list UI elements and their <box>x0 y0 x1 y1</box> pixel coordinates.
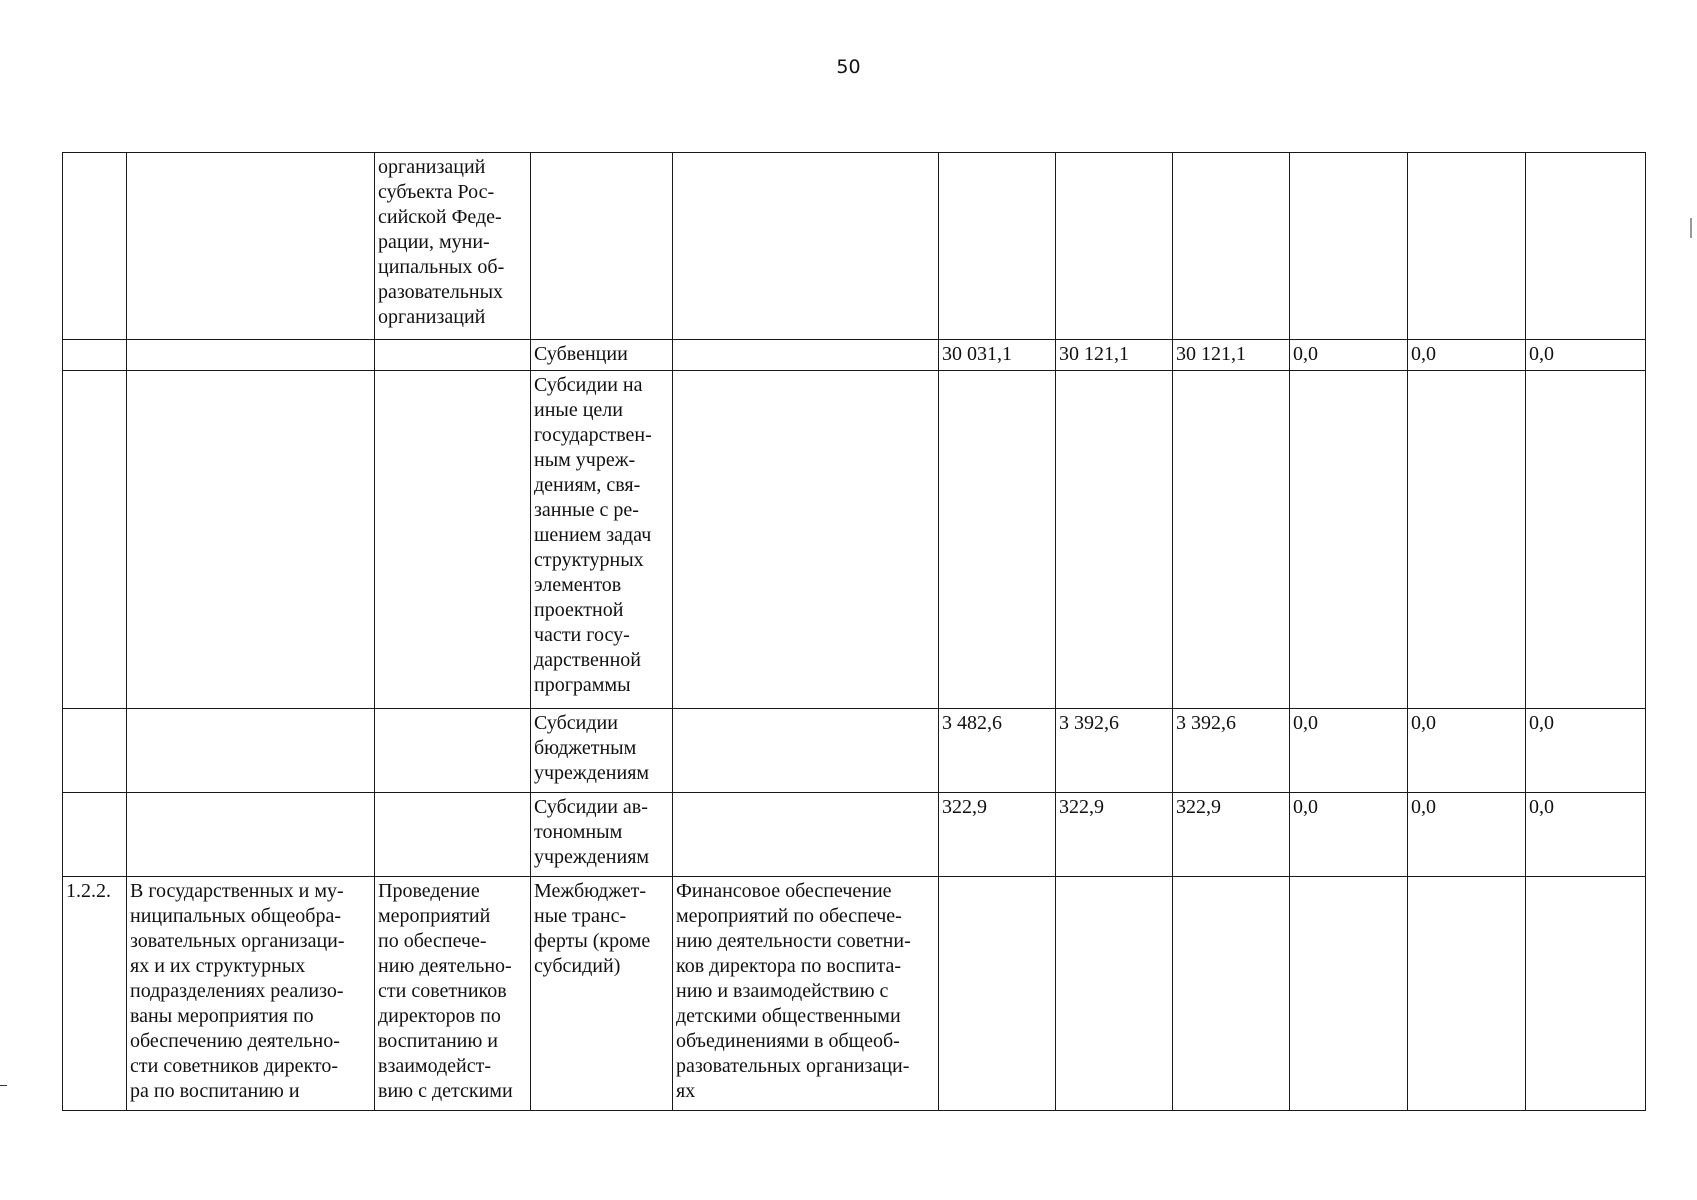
table-cell-event-name: В государственных и му- ниципальных общеобра- зовательных организаци- ях и их структурных подразделениях реализо- ваны мероприятия по обеспечению деятельно- сти советников директо- ра по воспитанию и <box>127 877 375 1111</box>
margin-mark-right <box>1690 218 1692 238</box>
table-row <box>63 709 1646 793</box>
table-cell-funding-type: Межбюджет- ные транс- ферты (кроме субсидий) <box>531 877 673 1111</box>
table-cell-row-number <box>63 793 127 877</box>
table-cell-event-name <box>127 709 375 793</box>
table-cell-value-5: 0,0 <box>1408 793 1526 877</box>
table-cell-value-5 <box>1408 153 1526 340</box>
table-cell-value-3: 3 392,6 <box>1173 709 1290 793</box>
margin-mark <box>0 1085 7 1086</box>
table-cell-value-6: 0,0 <box>1526 340 1646 371</box>
table-cell-value-3: 30 121,1 <box>1173 340 1290 371</box>
table-cell-description <box>673 340 939 371</box>
table-cell-value-3 <box>1173 371 1290 709</box>
table-cell-value-3 <box>1173 153 1290 340</box>
table-cell-event-name <box>127 340 375 371</box>
page-number: 50 <box>836 56 861 78</box>
table-cell-funding-type: Субсидии на иные цели государствен- ным учреж- дениям, свя- занные с ре- шением задач структурных элементов проектной части госу- дарственной программы <box>531 371 673 709</box>
table-cell-activity <box>375 371 531 709</box>
table-cell-value-1 <box>939 371 1056 709</box>
table-cell-description: Финансовое обеспечение мероприятий по обеспече- нию деятельности советни- ков директора по воспита- нию и взаимодействию с детскими общественными объединениями в общеоб- разовательных организаци- ях <box>673 877 939 1111</box>
table-row <box>63 371 1646 709</box>
table-cell-value-2: 30 121,1 <box>1056 340 1173 371</box>
table-cell-row-number <box>63 371 127 709</box>
table-cell-row-number <box>63 340 127 371</box>
table-row <box>63 153 1646 340</box>
table-cell-value-1 <box>939 877 1056 1111</box>
table-cell-row-number <box>63 709 127 793</box>
table-cell-value-1: 322,9 <box>939 793 1056 877</box>
table-cell-value-6 <box>1526 371 1646 709</box>
table-cell-value-4 <box>1290 877 1408 1111</box>
table-cell-value-5 <box>1408 877 1526 1111</box>
table-cell-value-6 <box>1526 153 1646 340</box>
table-row <box>63 877 1646 1111</box>
table-cell-activity: Проведение мероприятий по обеспече- нию деятельно- сти советников директоров по воспитанию и взаимодейст- вию с детскими <box>375 877 531 1111</box>
table-cell-event-name <box>127 371 375 709</box>
table-cell-value-4: 0,0 <box>1290 340 1408 371</box>
table-cell-value-4: 0,0 <box>1290 793 1408 877</box>
table-cell-value-1: 30 031,1 <box>939 340 1056 371</box>
table-cell-value-5: 0,0 <box>1408 340 1526 371</box>
table-cell-value-4 <box>1290 153 1408 340</box>
table-cell-value-6: 0,0 <box>1526 709 1646 793</box>
table-cell-value-1: 3 482,6 <box>939 709 1056 793</box>
table-cell-funding-type: Субвенции <box>531 340 673 371</box>
table-cell-value-2 <box>1056 877 1173 1111</box>
table-cell-row-number <box>63 153 127 340</box>
table-cell-description <box>673 709 939 793</box>
table-cell-event-name <box>127 793 375 877</box>
table-cell-value-2: 322,9 <box>1056 793 1173 877</box>
table-cell-event-name <box>127 153 375 340</box>
table-cell-value-4: 0,0 <box>1290 709 1408 793</box>
table-cell-description <box>673 153 939 340</box>
table-cell-value-1 <box>939 153 1056 340</box>
table-cell-value-2 <box>1056 371 1173 709</box>
table-cell-activity <box>375 340 531 371</box>
table-cell-activity <box>375 793 531 877</box>
table-cell-row-number: 1.2.2. <box>63 877 127 1111</box>
table-cell-activity: организаций субъекта Рос- сийской Феде- рации, муни- ципальных об- разовательных организаций <box>375 153 531 340</box>
table-cell-value-2: 3 392,6 <box>1056 709 1173 793</box>
table-cell-value-6: 0,0 <box>1526 793 1646 877</box>
table-row <box>63 340 1646 371</box>
table-row <box>63 793 1646 877</box>
table-cell-funding-type: Субсидии бюджетным учреждениям <box>531 709 673 793</box>
table-cell-value-3: 322,9 <box>1173 793 1290 877</box>
table-cell-value-5: 0,0 <box>1408 709 1526 793</box>
table-cell-value-3 <box>1173 877 1290 1111</box>
table-cell-value-6 <box>1526 877 1646 1111</box>
table-cell-value-4 <box>1290 371 1408 709</box>
table-cell-value-2 <box>1056 153 1173 340</box>
table-cell-description <box>673 371 939 709</box>
budget-table <box>62 152 1646 1111</box>
table-cell-funding-type: Субсидии ав- тономным учреждениям <box>531 793 673 877</box>
table-cell-funding-type <box>531 153 673 340</box>
table-cell-activity <box>375 709 531 793</box>
table-cell-description <box>673 793 939 877</box>
table-cell-value-5 <box>1408 371 1526 709</box>
